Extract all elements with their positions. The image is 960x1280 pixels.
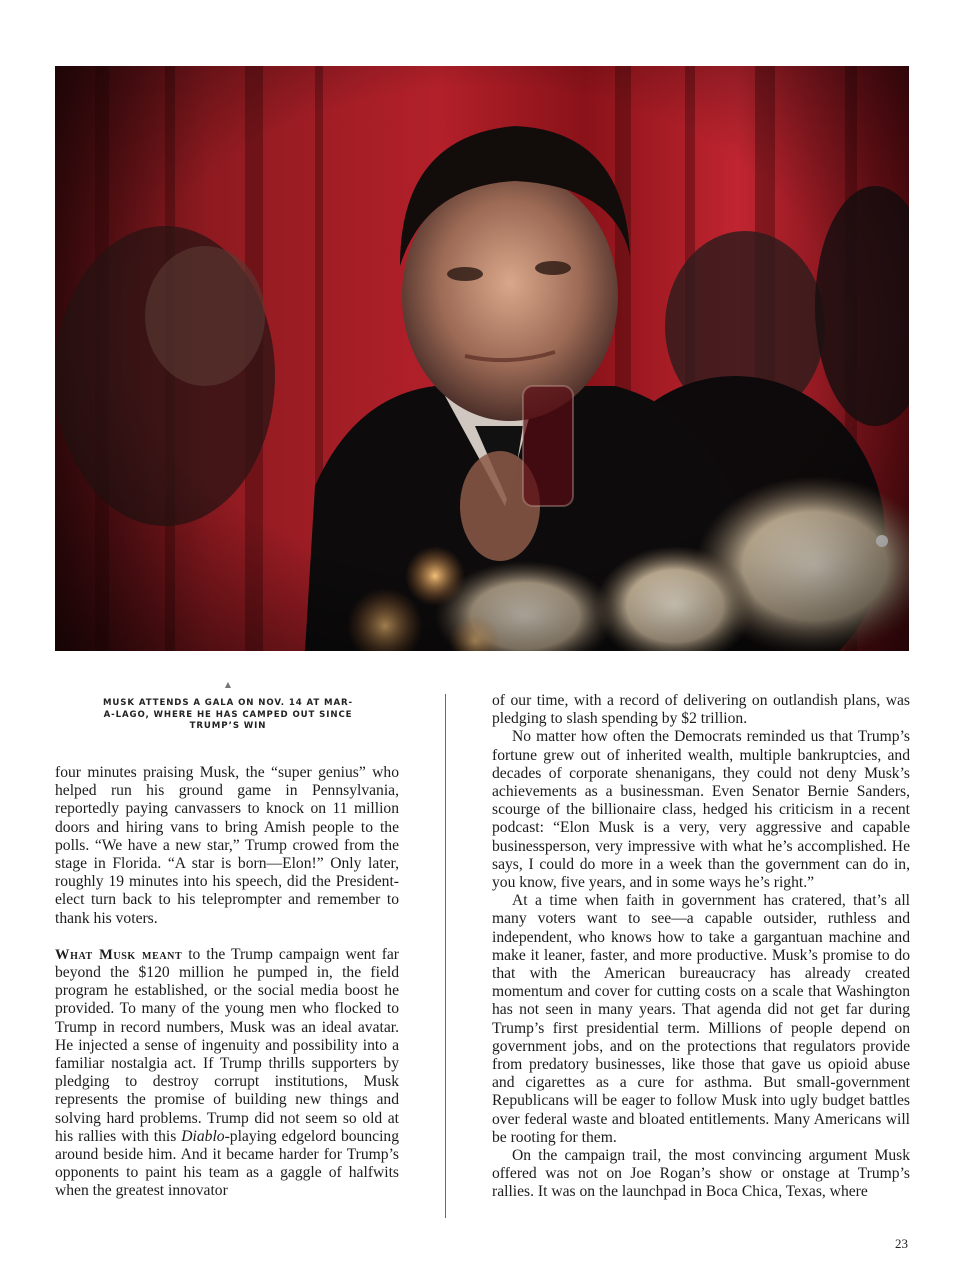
column-divider — [445, 694, 446, 1218]
paragraph-text: -playing edgelord bouncing around beside him. And it became harder for Trump’s opponents to paint his team as a gaggle of halfwits when the greatest innovator — [55, 1127, 399, 1200]
photo-caption: MUSK ATTENDS A GALA ON NOV. 14 AT MAR-A-LAGO, WHERE HE HAS CAMPED OUT SINCE TRUMP’S WIN — [102, 698, 354, 731]
article-column-left — [55, 764, 399, 1201]
page-number: 23 — [895, 1236, 908, 1251]
section-lead-in: What Musk meant — [55, 946, 183, 963]
article-photo — [55, 66, 909, 651]
article-paragraph: At a time when faith in government has cratered, that’s all many voters want to see—a capable outsider, ruthless and independent, who knows how to take a gargantuan machine and make it leaner, faster, and more productive. Musk’s promise to do that with the American bureaucracy has already created momentum and cover for cutting costs on a scale that Washington has not seen in many years. That agenda did not get far during Trump’s first presidential term. Millions of people depend on government jobs, and on the protections that regulators provide from predatory businesses, like those that gave us opioid abuse and cigarettes as a cure for asthma. But small-government Republicans will be eager to follow Musk into ugly budget battles over federal waste and bloated entitlements. Many Americans will be rooting for them. — [492, 892, 910, 1146]
article-paragraph — [55, 946, 399, 1201]
italic-title: Diablo — [181, 1127, 225, 1145]
article-column-right — [492, 692, 910, 1202]
photo-illustration — [55, 66, 909, 651]
article-paragraph: of our time, with a record of delivering on outlandish plans, was pledging to slash spending by $2 trillion. — [492, 692, 910, 728]
paragraph-text: to the Trump campaign went far beyond the $120 million he pumped in, the field program he established, or the social media boost he provided. To many of the young men who flocked to Trump in record numbers, Musk was an ideal avatar. He injected a sense of ingenuity and possibility into a familiar nostalgia act. If Trump thrills supporters by pledging to destroy corrupt institutions, Musk represents the promise of building new things and solving hard problems. Trump did not seem so old at his rallies with this — [55, 945, 399, 1145]
caption-arrow-icon: ▲ — [224, 680, 232, 689]
photo-caption-block — [100, 680, 356, 733]
article-paragraph: No matter how often the Democrats reminded us that Trump’s fortune grew out of inherited wealth, multiple bankruptcies, and decades of corporate shenanigans, they could not deny Musk’s achievements as a businessman. Even Senator Bernie Sanders, scourge of the billionaire class, hedged his criticism in a recent podcast: “Elon Musk is a very, very aggressive and capable businessperson, very impressive with what he’s accomplished. He says, I could do more in a week than the government can do in, you know, five years, and in some ways he’s right.” — [492, 728, 910, 892]
article-paragraph: On the campaign trail, the most convincing argument Musk offered was not on Joe Rogan’s show or onstage at Trump’s rallies. It was on the launchpad in Boca Chica, Texas, where — [492, 1147, 910, 1201]
article-paragraph: four minutes praising Musk, the “super genius” who helped run his ground game in Pennsylvania, reportedly paying canvassers to knock on 11 million doors and hiring vans to bring Amish people to the polls. “We have a new star,” Trump crowed from the stage in Florida. “A star is born—Elon!” Only later, roughly 19 minutes into his speech, did the President-elect turn back to his teleprompter and remember to thank his voters. — [55, 764, 399, 927]
